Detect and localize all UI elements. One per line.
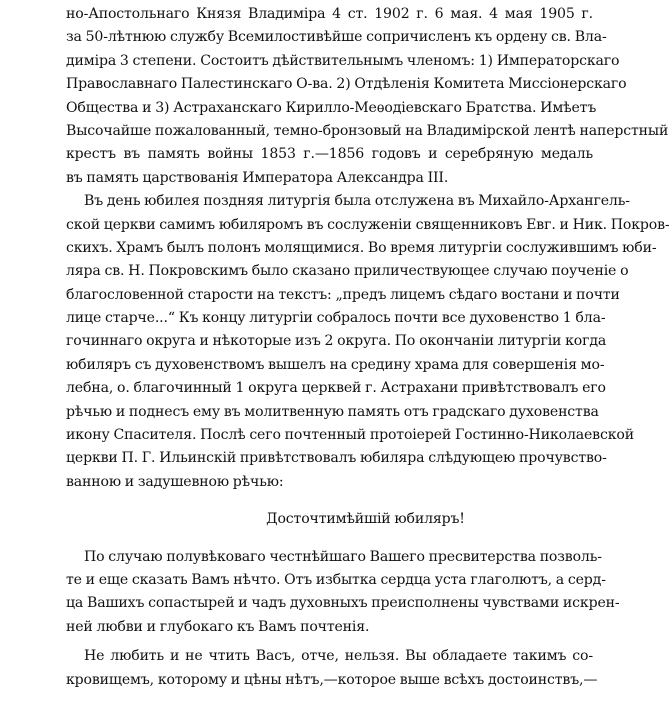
text-line: въ память царствованія Императора Александра III. — [66, 169, 449, 186]
text-line: рѣчью и поднесъ ему въ молитвенную память отъ градскаго духовенства — [66, 403, 599, 420]
text-line: диміра 3 степени. Состоитъ дѣйствительнымъ членомъ: 1) Императорскаго — [66, 52, 620, 69]
text-line: гочиннаго округа и нѣкоторые изъ 2 округа. По окончаніи литургіи когда — [66, 333, 607, 350]
paragraph-jubilee-liturgy — [66, 190, 670, 494]
text-line: икону Спасителя. Послѣ сего почтенный протоіерей Гостинно-Николаевской — [66, 427, 634, 444]
text-line: скихъ. Храмъ былъ полонъ молящимися. Во время литургіи сослужившимъ юби- — [66, 239, 657, 256]
text-line: Общества и 3) Астраханскаго Кирилло-Меѳодіевскаго Братства. Имѣетъ — [66, 99, 597, 116]
paragraph-service-record — [66, 0, 669, 190]
text-line: ца Вашихъ сопастырей и чадъ духовныхъ преисполнены чувствами искрен- — [66, 595, 620, 612]
paragraph-speech-opening — [66, 546, 620, 640]
text-line: лице старче...“ Къ концу литургіи собралось почти все духовенство 1 бла- — [66, 310, 606, 327]
text-line: юбиляръ съ духовенствомъ вышелъ на средину храма для совершенія мо- — [66, 356, 605, 373]
text-line: крестъ въ память войны 1853 г.—1856 годовъ и серебряную медаль — [66, 146, 593, 163]
text-line: лебна, о. благочинный 1 округа церквей г. Астрахани привѣтствовалъ его — [66, 380, 606, 397]
salutation-heading: Досточтимѣйшій юбиляръ! — [266, 511, 465, 528]
document-page — [66, 0, 670, 692]
text-line: благословенной старости на текстъ: „предъ лицемъ сѣдаго востани и почти — [66, 286, 620, 303]
text-line: Православнаго Палестинскаго О-ва. 2) Отдѣленія Комитета Миссіонерскаго — [66, 76, 627, 93]
text-line: те и еще сказать Вамъ нѣчто. Отъ избытка сердца уста глаголютъ, а серд- — [66, 571, 606, 588]
text-line: ней любви и глубокаго къ Вамъ почтенія. — [66, 618, 370, 635]
paragraph-speech-continuation — [66, 645, 598, 692]
text-line: Не любить и не чтить Васъ, отче, нельзя. Вы обладаете такимъ со- — [84, 648, 593, 665]
text-line: но-Апостольнаго Князя Владиміра 4 ст. 1902 г. 6 мая. 4 мая 1905 г. — [66, 6, 593, 22]
text-line: за 50-лѣтнюю службу Всемилостивѣйше сопричисленъ къ ордену св. Вла- — [66, 29, 607, 46]
text-line: По случаю полувѣковаго честнѣйшаго Вашего пресвитерства позволь- — [84, 548, 602, 565]
text-line: Высочайше пожалованный, темно-бронзовый на Владимірской лентѣ наперстный — [66, 122, 669, 139]
text-line: ванною и задушевною рѣчью: — [66, 473, 284, 490]
text-line: ляра св. Н. Покровскимъ было сказано приличествующее случаю поученіе о — [66, 263, 629, 280]
text-line: церкви П. Г. Ильинскій привѣтствовалъ юбиляра слѣдующею прочувство- — [66, 450, 607, 467]
text-line: ской церкви самимъ юбиляромъ въ сослуженіи священниковъ Евг. и Ник. Покров- — [66, 216, 670, 233]
text-line: Въ день юбилея поздняя литургія была отслужена въ Михайло-Архангель- — [84, 193, 630, 210]
text-line: кровищемъ, которому и цѣны нѣтъ,—которое выше всѣхъ достоинствъ,— — [66, 671, 598, 688]
